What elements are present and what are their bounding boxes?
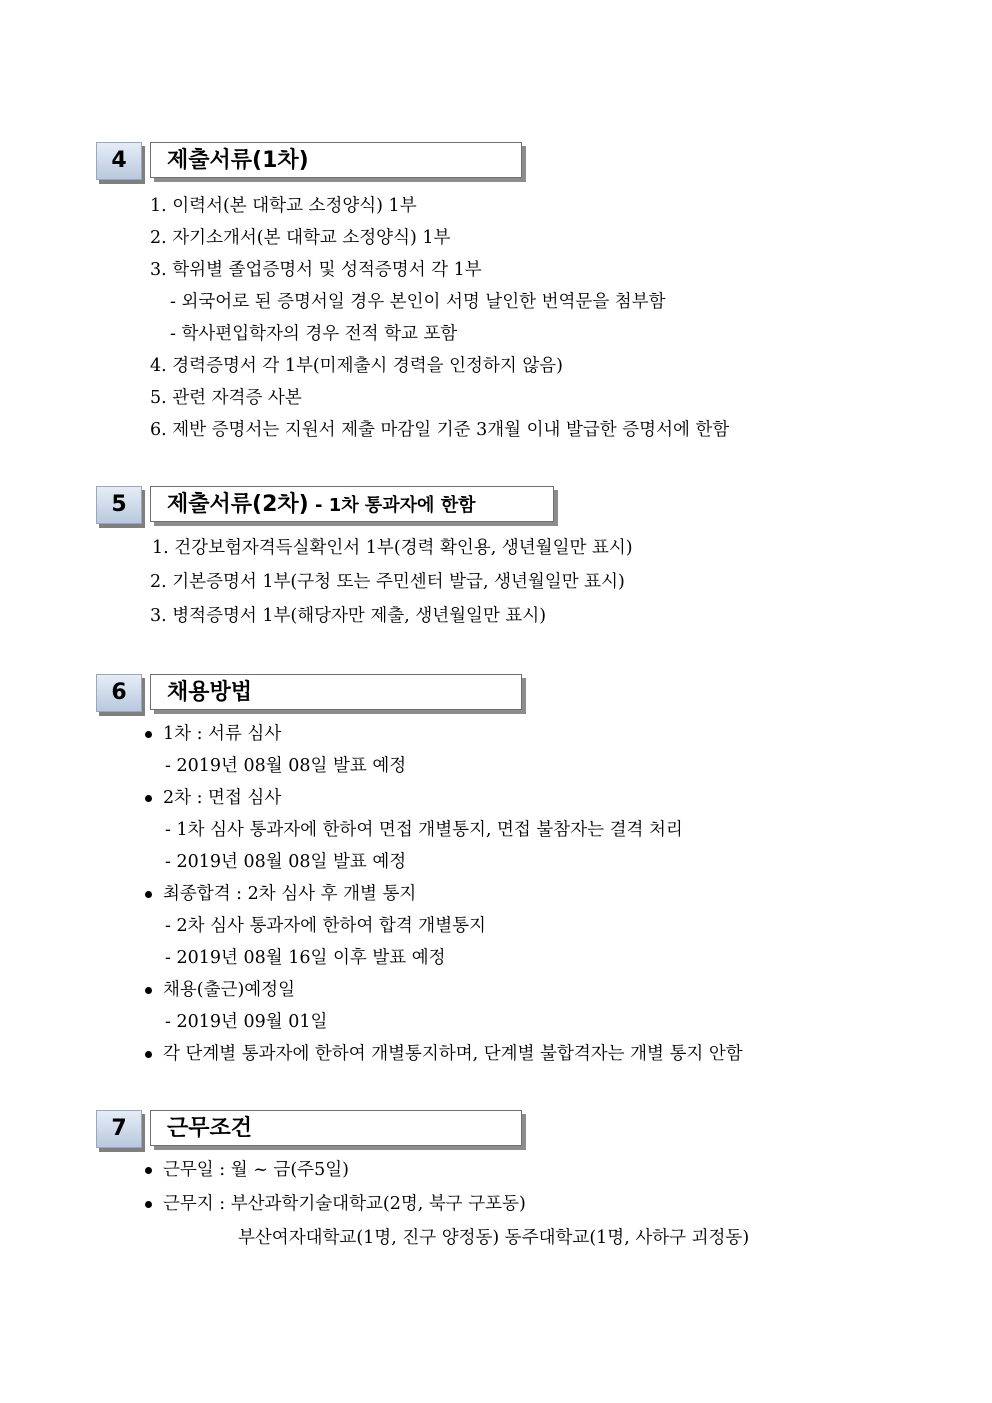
list-subitem: - 외국어로 된 증명서일 경우 본인이 서명 날인한 번역문을 첨부함: [170, 292, 666, 312]
list-subitem: - 2019년 09월 01일: [165, 1012, 328, 1032]
list-subitem: - 2019년 08월 08일 발표 예정: [165, 852, 407, 872]
section-title-text: 근무조건: [167, 1116, 253, 1141]
list-item-continuation: 부산여자대학교(1명, 진구 양정동) 동주대학교(1명, 사하구 괴정동): [238, 1228, 750, 1248]
section-number: 6: [96, 674, 142, 712]
section-title: [150, 486, 554, 522]
section-title-subtext: - 1차 통과자에 한함: [308, 495, 476, 516]
section-number: 7: [96, 1110, 142, 1148]
section-title: [150, 142, 522, 178]
list-item: 4. 경력증명서 각 1부(미제출시 경력을 인정하지 않음): [150, 356, 563, 376]
list-item: 근무일 : 월 ~ 금(주5일): [163, 1160, 349, 1180]
list-item: 2. 기본증명서 1부(구청 또는 주민센터 발급, 생년월일만 표시): [150, 572, 625, 592]
list-subitem: - 2차 심사 통과자에 한하여 합격 개별통지: [165, 916, 486, 936]
bullet-icon: [145, 1051, 152, 1058]
section-number: 4: [96, 142, 142, 180]
list-item: 1. 건강보험자격득실확인서 1부(경력 확인용, 생년월일만 표시): [152, 538, 633, 558]
section-6: [0, 672, 992, 1064]
list-item: 2차 : 면접 심사: [163, 788, 282, 808]
list-item: 근무지 : 부산과학기술대학교(2명, 북구 구포동): [163, 1194, 526, 1214]
section-header: [0, 484, 992, 530]
section-5: [0, 484, 992, 626]
bullet-icon: [145, 891, 152, 898]
section-4: [0, 140, 992, 440]
bullet-icon: [145, 1167, 152, 1174]
list-subitem: - 2019년 08월 08일 발표 예정: [165, 756, 407, 776]
list-item: 5. 관련 자격증 사본: [150, 388, 302, 408]
list-item: 1. 이력서(본 대학교 소정양식) 1부: [150, 196, 417, 216]
list-item: 채용(출근)예정일: [163, 980, 295, 1000]
list-item: 최종합격 : 2차 심사 후 개별 통지: [163, 884, 417, 904]
list-item: 3. 병적증명서 1부(해당자만 제출, 생년월일만 표시): [150, 606, 547, 626]
list-subitem: - 2019년 08월 16일 이후 발표 예정: [165, 948, 446, 968]
list-item: 2. 자기소개서(본 대학교 소정양식) 1부: [150, 228, 451, 248]
bullet-icon: [145, 795, 152, 802]
section-header: [0, 672, 992, 718]
list-item: 1차 : 서류 심사: [163, 724, 282, 744]
section-title: [150, 674, 522, 710]
section-number: 5: [96, 486, 142, 524]
section-title-text: 채용방법: [167, 680, 253, 705]
section-header: [0, 1108, 992, 1154]
section-title: [150, 1110, 522, 1146]
list-item: 6. 제반 증명서는 지원서 제출 마감일 기준 3개월 이내 발급한 증명서에 한함: [150, 420, 730, 440]
list-subitem: - 학사편입학자의 경우 전적 학교 포함: [170, 324, 458, 344]
list-subitem: - 1차 심사 통과자에 한하여 면접 개별통지, 면접 불참자는 결격 처리: [165, 820, 683, 840]
bullet-icon: [145, 731, 152, 738]
bullet-icon: [145, 987, 152, 994]
section-header: [0, 140, 992, 186]
bullet-icon: [145, 1201, 152, 1208]
section-title-text: 제출서류(2차): [167, 492, 309, 517]
section-title-text: 제출서류(1차): [167, 148, 309, 173]
section-7: [0, 1108, 992, 1248]
list-item: 3. 학위별 졸업증명서 및 성적증명서 각 1부: [150, 260, 482, 280]
list-item: 각 단계별 통과자에 한하여 개별통지하며, 단계별 불합격자는 개별 통지 안함: [163, 1044, 743, 1064]
